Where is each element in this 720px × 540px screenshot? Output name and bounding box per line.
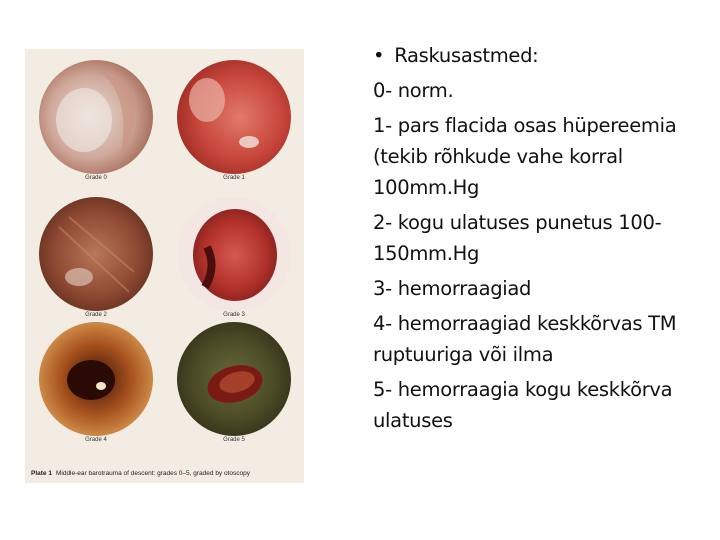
- grade-line-0: 0- norm.: [373, 79, 454, 102]
- grade-line-5: 5- hemorraagia kogu keskkõrva ulatuses: [373, 378, 673, 432]
- grade-5-label: Grade 5: [223, 437, 245, 443]
- grade-line-1: 1- pars flacida osas hüpereemia (tekib rõhkude vahe korral 100mm.Hg: [373, 114, 677, 199]
- otoscopy-image-grade-3: [177, 197, 291, 311]
- grade-line-2: 2- kogu ulatuses punetus 100-150mm.Hg: [373, 211, 662, 265]
- otoscopy-image-grade-1: [177, 60, 291, 174]
- severity-heading: • Raskusastmed:: [373, 40, 693, 71]
- severity-grades-text: [373, 40, 693, 440]
- otoscopy-image-grade-5: [177, 322, 291, 436]
- grade-2-label: Grade 2: [85, 312, 107, 318]
- grade-0-label: Grade 0: [85, 175, 107, 181]
- plate-caption-text: Middle-ear barotrauma of descent: grades 0–5, graded by otoscopy: [55, 470, 251, 477]
- grade-1-label: Grade 1: [223, 175, 245, 181]
- grade-3-label: Grade 3: [223, 312, 245, 318]
- grade-line-3: 3- hemorraagiad: [373, 277, 532, 300]
- otoscopy-image-grade-0: [39, 60, 153, 174]
- otoscopy-plate-image: [25, 49, 304, 483]
- otoscopy-image-grade-2: [39, 197, 153, 311]
- grade-4-label: Grade 4: [85, 437, 107, 443]
- plate-caption: [31, 470, 301, 477]
- plate-caption-prefix: Plate 1: [31, 470, 52, 477]
- otoscopy-image-grade-4: [39, 322, 153, 436]
- grade-line-4: 4- hemorraagiad keskkõrvas TM ruptuuriga või ilma: [373, 312, 677, 366]
